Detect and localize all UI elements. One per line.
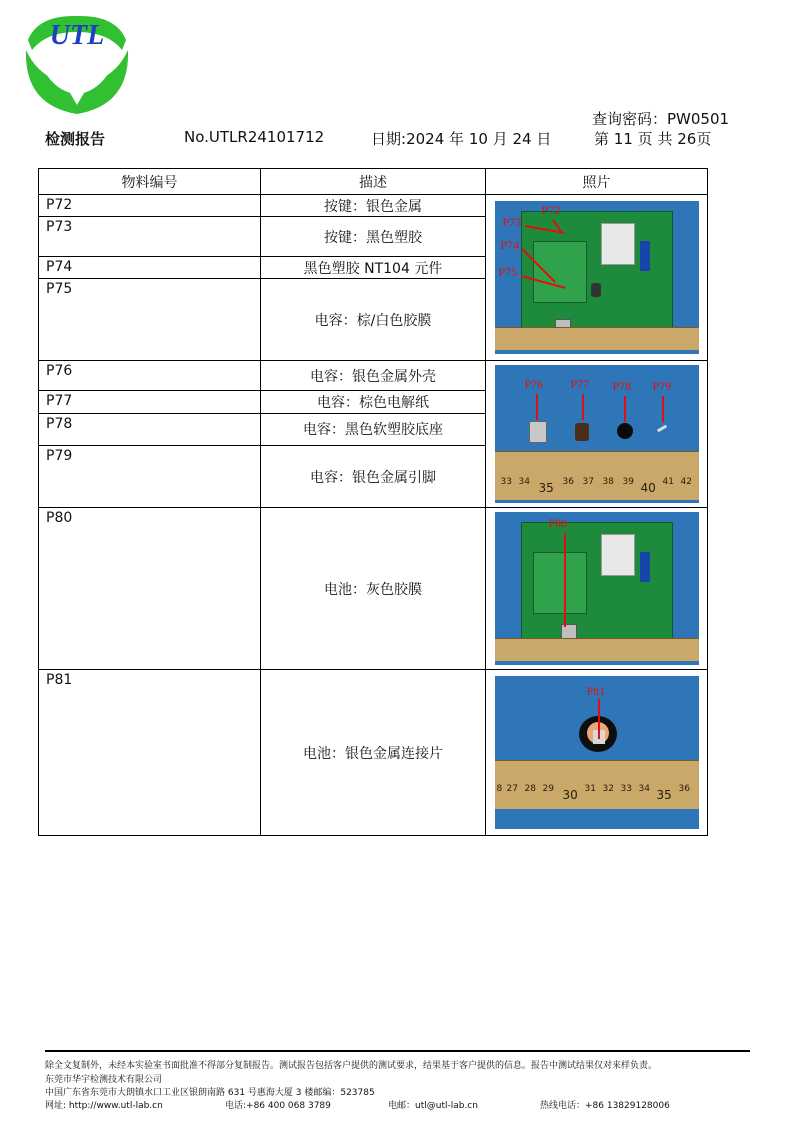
label-p76: P76 — [524, 377, 544, 391]
material-code: P75 — [39, 279, 261, 361]
label-p73: P73 — [502, 215, 522, 229]
label-p77: P77 — [570, 377, 590, 391]
material-code: P79 — [39, 446, 261, 508]
utl-logo — [18, 10, 136, 118]
material-desc: 电容：棕/白色胶膜 — [261, 279, 486, 361]
footer-divider — [45, 1050, 750, 1052]
capacitor-photo: P76 P77 P78 P79 33 34 35 36 37 38 39 40 41 42 — [495, 365, 699, 503]
footer-company: 东莞市华宇检测技术有限公司 — [45, 1075, 163, 1085]
photo-cell — [486, 508, 708, 670]
report-date: 日期:2024 年 10 月 24 日 — [371, 130, 552, 148]
report-number: No.UTLR24101712 — [184, 128, 325, 146]
footer-phone: 电话:+86 400 068 3789 — [225, 1101, 331, 1111]
footer-address: 中国广东省东莞市大朗镇水口工业区银朗南路 631 号惠海大厦 3 楼邮编：523785 — [45, 1088, 375, 1098]
material-desc: 按键：黑色塑胶 — [261, 217, 486, 257]
photo-cell — [486, 670, 708, 836]
label-p79: P79 — [652, 379, 672, 393]
footer-website: 网址: http://www.utl-lab.cn — [45, 1101, 163, 1111]
table-row — [39, 670, 708, 836]
material-code: P72 — [39, 195, 261, 217]
material-code: P76 — [39, 361, 261, 391]
material-code: P74 — [39, 257, 261, 279]
footer-email: 电邮：utl@utl-lab.cn — [388, 1101, 478, 1111]
table-row — [39, 361, 708, 391]
report-title: 检测报告 — [45, 130, 106, 148]
table-row — [39, 195, 708, 217]
label-p72: P72 — [541, 203, 561, 217]
footer-hotline: 热线电话：+86 13829128006 — [540, 1101, 670, 1111]
ruler — [495, 451, 699, 500]
material-code: P73 — [39, 217, 261, 257]
material-desc: 黑色塑胶 NT104 元件 — [261, 257, 486, 279]
photo-cell — [486, 361, 708, 508]
material-desc: 按键：银色金属 — [261, 195, 486, 217]
material-code: P81 — [39, 670, 261, 836]
material-code: P80 — [39, 508, 261, 670]
pcb-photo — [495, 201, 699, 354]
material-table — [38, 168, 708, 836]
material-desc: 电容：棕色电解纸 — [261, 391, 486, 413]
label-p81: P81 — [586, 684, 606, 698]
column-header-photo: 照片 — [486, 169, 708, 195]
logo-text: UTL — [49, 20, 105, 51]
column-header-code: 物料编号 — [39, 169, 261, 195]
material-desc: 电池：灰色胶膜 — [261, 508, 486, 670]
material-code: P77 — [39, 391, 261, 413]
table-header-row — [39, 169, 708, 195]
label-p78: P78 — [612, 379, 632, 393]
photo-cell — [486, 195, 708, 361]
footer-disclaimer: 除全文复制外，未经本实验室书面批准不得部分复制报告。测试报告包括客户提供的测试要求，结果基于客户提供的信息。报告中测试结果仅对来样负责。 — [45, 1061, 658, 1071]
page-indicator: 第 11 页 共 26页 — [594, 130, 712, 148]
query-code: 查询密码：PW0501 — [592, 110, 730, 128]
material-desc: 电容：银色金属引脚 — [261, 446, 486, 508]
material-desc: 电池：银色金属连接片 — [261, 670, 486, 836]
pcb-photo-battery — [495, 512, 699, 665]
label-p75: P75 — [498, 265, 518, 279]
material-desc: 电容：银色金属外壳 — [261, 361, 486, 391]
column-header-desc: 描述 — [261, 169, 486, 195]
table-row — [39, 508, 708, 670]
label-p74: P74 — [500, 238, 520, 252]
material-code: P78 — [39, 413, 261, 445]
material-desc: 电容：黑色软塑胶底座 — [261, 413, 486, 445]
battery-photo: P81 8 27 28 29 30 31 32 33 34 35 36 — [495, 676, 699, 829]
label-p80: P80 — [548, 516, 568, 530]
